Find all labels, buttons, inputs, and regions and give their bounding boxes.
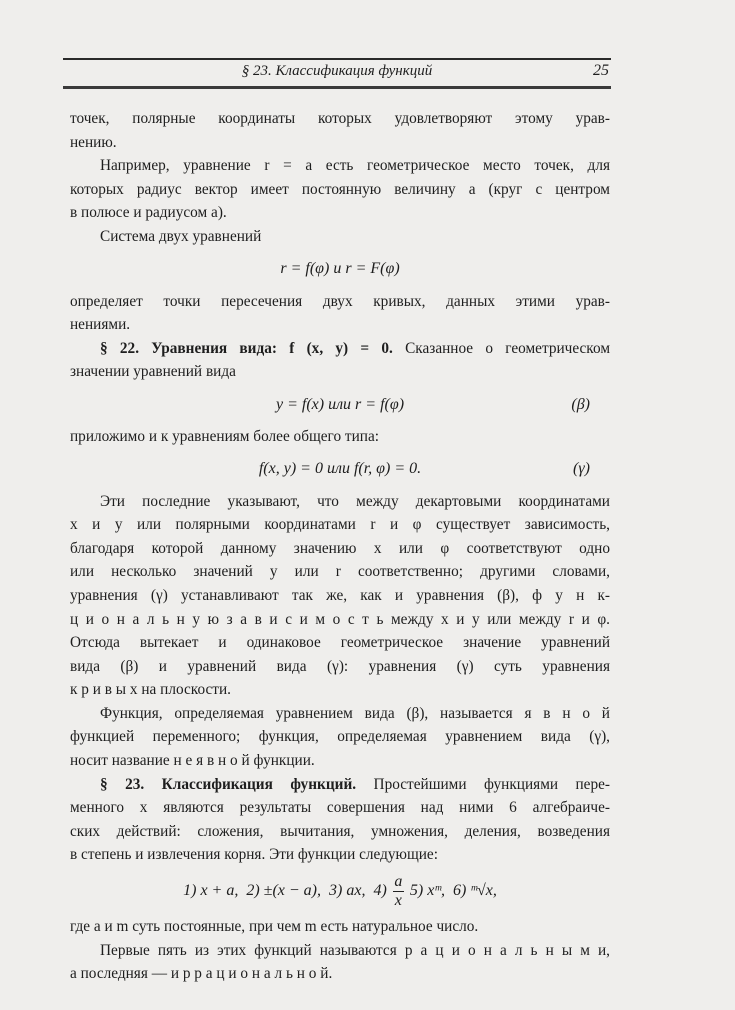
fraction-denominator: x — [394, 891, 402, 909]
text-line — [70, 773, 610, 797]
text-line — [70, 154, 610, 178]
line-text: где a и m суть постоянные, при чем m есть натуральное число. — [70, 918, 479, 936]
text-line — [70, 537, 610, 561]
line-text: благодаря которой данному значению x или φ соответствуют одно — [70, 539, 610, 557]
function-item: 4) — [373, 882, 387, 900]
text-line — [70, 678, 610, 702]
paragraph — [70, 337, 610, 384]
line-text: менного x являются результаты совершения над ними 6 алгебраиче- — [70, 799, 610, 817]
paragraph — [70, 107, 610, 154]
function-item: 3) ax, — [329, 882, 366, 900]
line-text: нениями. — [70, 316, 131, 334]
text-line — [70, 608, 610, 632]
line-text: уравнения (γ) устанавливают так же, как и уравнения (β), ф у н к- — [70, 586, 610, 604]
paragraph — [70, 154, 610, 225]
display-formula — [70, 449, 610, 490]
text-line — [70, 513, 610, 537]
line-text: нению. — [70, 133, 117, 151]
line-text: Сказанное о геометрическом — [392, 339, 610, 357]
paragraph — [70, 225, 610, 249]
paragraph — [70, 490, 610, 702]
function-item: 6) ᵐ√x, — [453, 882, 497, 900]
fraction-numerator: a — [394, 872, 403, 890]
section-heading: § 22. Уравнения вида: f (x, y) = 0. — [100, 339, 393, 357]
display-formula — [70, 249, 610, 290]
line-text: которых радиус вектор имеет постоянную величину a (круг с центром — [70, 180, 610, 198]
display-formula — [70, 384, 610, 425]
text-line — [70, 939, 610, 963]
line-text: носит название н е я в н о й функции. — [70, 752, 315, 770]
text-line — [70, 725, 610, 749]
line-text: в полюсе и радиусом a). — [70, 204, 227, 222]
text-line — [70, 749, 610, 773]
formula-text: y = f(x) или r = f(φ) — [275, 395, 405, 413]
text-line — [70, 425, 610, 449]
line-text: Функция, определяемая уравнением вида (β), называется я в н о й — [100, 704, 610, 722]
formula-text: f(x, y) = 0 или f(r, φ) = 0. — [258, 460, 422, 478]
text-line — [70, 178, 610, 202]
line-text: определяет точки пересечения двух кривых, данных этими урав- — [70, 292, 610, 310]
text-line — [70, 560, 610, 584]
paragraph — [70, 702, 610, 773]
paragraph — [70, 290, 610, 337]
text-line — [70, 702, 610, 726]
line-text: к р и в ы х на плоскости. — [70, 681, 231, 699]
paragraph — [70, 915, 610, 939]
text-line — [70, 843, 610, 867]
text-line — [70, 313, 610, 337]
equation-tag: (γ) — [573, 460, 590, 478]
line-text: Например, уравнение r = a есть геометрическое место точек, для — [100, 157, 610, 175]
text-line — [70, 337, 610, 361]
line-text: ских действий: сложения, вычитания, умножения, деления, возведения — [70, 822, 610, 840]
line-text: функцией переменного; функция, определяемая уравнением вида (γ), — [70, 728, 610, 746]
text-line — [70, 131, 610, 155]
line-text: в степень и извлечения корня. Эти функции следующие: — [70, 846, 438, 864]
header-rule-top — [63, 58, 611, 60]
paragraph — [70, 939, 610, 986]
header-rule-bottom — [63, 86, 611, 89]
running-title: § 23. Классификация функций — [241, 63, 433, 79]
line-text: или несколько значений y или r соответственно; другими словами, — [70, 563, 610, 581]
line-text: x и y или полярными координатами r и φ существует зависимость, — [70, 516, 610, 534]
text-line — [70, 201, 610, 225]
line-text: Простейшими функциями пере- — [356, 775, 611, 793]
paragraph — [70, 773, 610, 867]
fraction — [393, 873, 404, 910]
text-line — [70, 915, 610, 939]
function-item: 1) x + a, — [183, 882, 239, 900]
line-text: вида (β) и уравнений вида (γ): уравнения (γ) суть уравнения — [70, 657, 610, 675]
formula-text: r = f(φ) и r = F(φ) — [280, 260, 400, 278]
page-number: 25 — [593, 62, 609, 79]
line-text: Отсюда вытекает и одинаковое геометрическое значение уравнений — [70, 634, 610, 652]
text-line — [70, 225, 610, 249]
text-line — [70, 290, 610, 314]
function-item: 5) xᵐ, — [409, 882, 445, 900]
text-line — [70, 360, 610, 384]
text-line — [70, 796, 610, 820]
text-line — [70, 962, 610, 986]
line-text: а последняя — и р р а ц и о н а л ь н о й. — [70, 965, 333, 983]
function-item: 2) ±(x − a), — [246, 882, 322, 900]
text-line — [70, 631, 610, 655]
line-text: Эти последние указывают, что между декартовыми координатами — [100, 492, 610, 510]
equation-tag: (β) — [571, 395, 590, 413]
line-text: точек, полярные координаты которых удовлетворяют этому урав- — [70, 110, 610, 127]
line-text: Система двух уравнений — [100, 227, 262, 245]
text-line — [70, 107, 610, 131]
text-line — [70, 490, 610, 514]
paragraph — [70, 425, 610, 449]
function-list — [70, 867, 610, 915]
text-line — [70, 820, 610, 844]
line-text: ц и о н а л ь н у ю з а в и с и м о с т ь между x и y или между r и φ. — [70, 610, 610, 628]
running-header — [63, 63, 611, 83]
text-line — [70, 655, 610, 679]
text-line — [70, 584, 610, 608]
section-heading: § 23. Классификация функций. — [100, 775, 357, 793]
line-text: значении уравнений вида — [70, 363, 236, 381]
line-text: приложимо и к уравнениям более общего типа: — [70, 427, 380, 445]
page-body — [70, 107, 610, 986]
line-text: Первые пять из этих функций называются р а ц и о н а л ь н ы м и, — [100, 941, 610, 959]
